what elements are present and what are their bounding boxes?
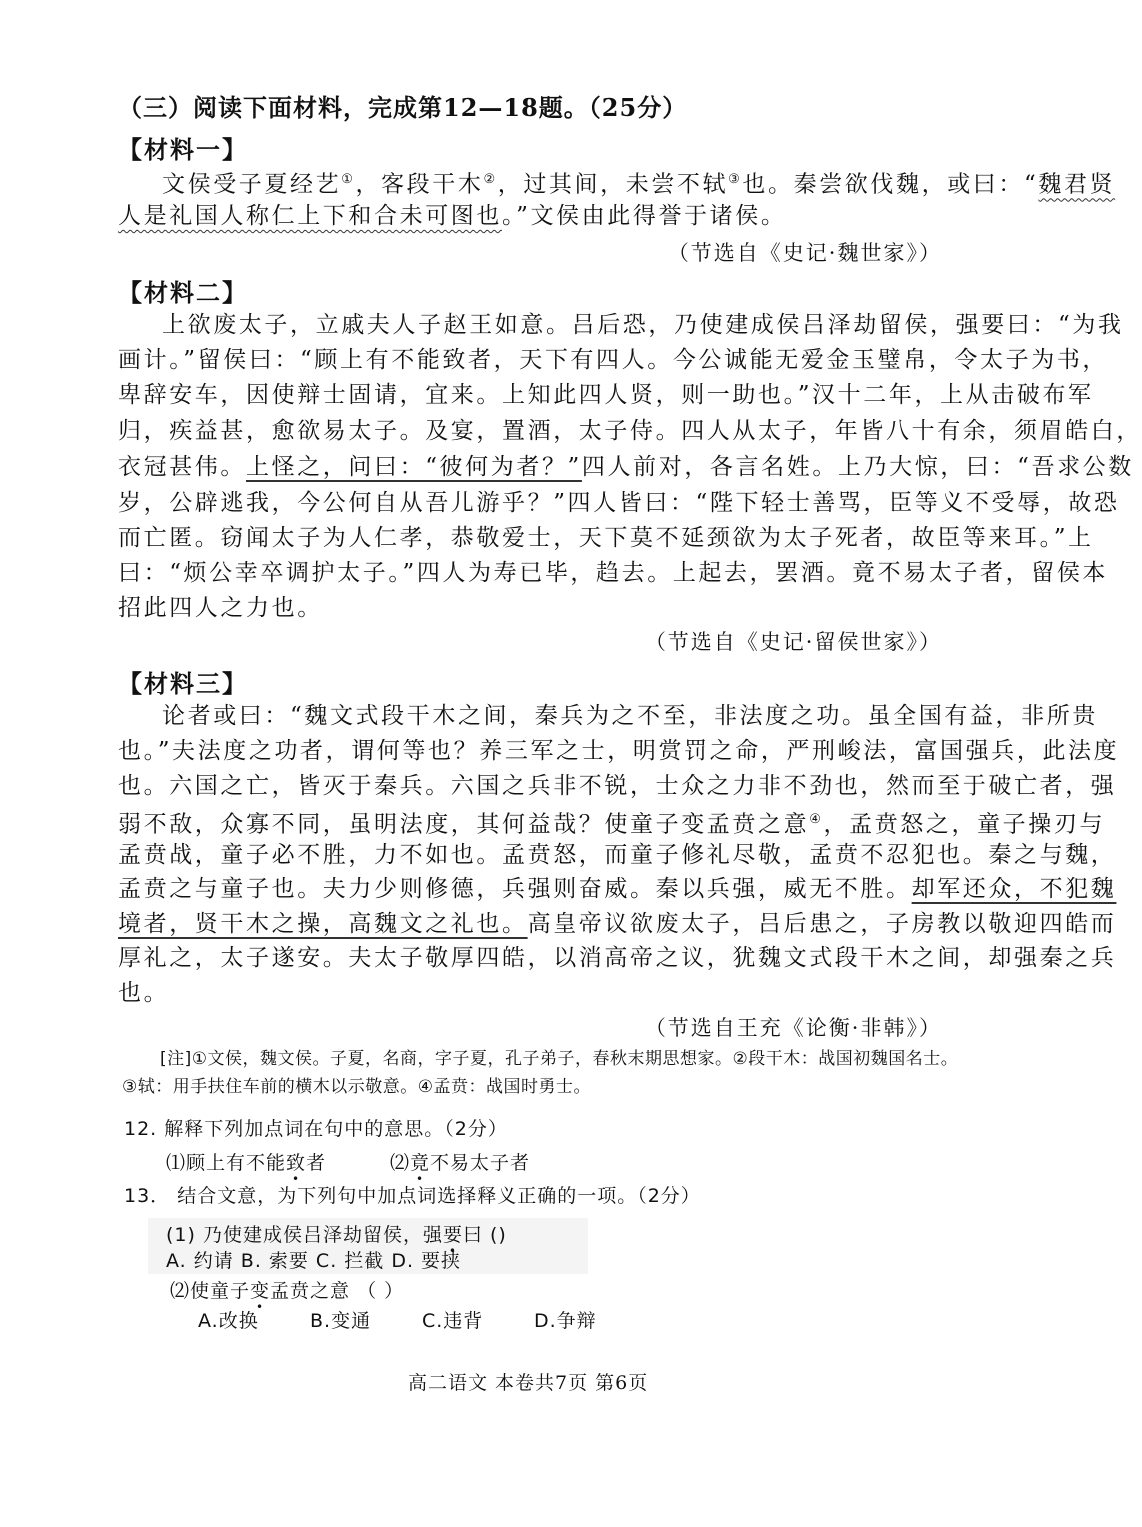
text-segment: ⑵使童子 bbox=[170, 1280, 251, 1302]
dotted-word: 竟 bbox=[410, 1152, 431, 1174]
text-segment: 者 bbox=[306, 1152, 327, 1174]
material2-line6: 岁，公辟逃我，今公何自从吾儿游乎？”四人皆曰：“陛下轻士善骂，臣等义不受辱，故恐 bbox=[118, 490, 1120, 516]
underlined-text: 上怪之，问曰：“彼何为者？” bbox=[246, 454, 582, 480]
text-segment: 孟贲之与童子也。夫力少则修德，兵强则奋威。秦以兵强，威无不胜。 bbox=[118, 876, 912, 902]
q13-sub2-option-b: B.变通 bbox=[310, 1310, 372, 1332]
text-segment: ⑵ bbox=[390, 1152, 411, 1174]
wavy-underlined-text: 人是礼国人称仁上下和合未可图也 bbox=[118, 203, 502, 229]
text-segment: ⑴顾上有不能 bbox=[166, 1152, 287, 1174]
material2-line7: 而亡匿。窃闻太子为人仁孝，恭敬爱士，天下莫不延颈欲为太子死者，故臣等来耳。”上 bbox=[118, 525, 1094, 551]
text-segment: ，孟贲怒之，童子操刃与 bbox=[823, 811, 1106, 838]
text-segment: 也。秦尝欲伐魏，或曰：“ bbox=[742, 171, 1039, 198]
notes-line1: [注]①文侯，魏文侯。子夏，名商，字子夏，孔子弟子，春秋末期思想家。②段干木：战国初魏国名士。 bbox=[160, 1049, 959, 1069]
material2-heading: 【材料二】 bbox=[118, 278, 248, 307]
material2-line1: 上欲废太子，立戚夫人子赵王如意。吕后恐，乃使建成侯吕泽劫留侯，强要曰：“为我 bbox=[162, 312, 1124, 338]
material1-source: （节选自《史记·魏世家》） bbox=[667, 241, 942, 265]
dotted-word: 致 bbox=[286, 1152, 307, 1174]
text-segment: 不易太子者 bbox=[430, 1152, 531, 1174]
q13-sub2-option-a: A.改换 bbox=[198, 1310, 259, 1332]
q13-sub1-options: A. 约请 B. 索要 C. 拦截 D. 要挟 bbox=[166, 1250, 462, 1272]
text-segment: (1) 乃使建成侯吕泽劫留侯，强 bbox=[166, 1224, 443, 1246]
material2-line3: 卑辞安车，因使辩士固请，宜来。上知此四人贤，则一助也。”汉十二年，上从击破布军 bbox=[118, 382, 1094, 408]
material1-heading: 【材料一】 bbox=[118, 135, 248, 164]
material1-line2 bbox=[118, 199, 786, 233]
wavy-underlined-text: 魏君贤 bbox=[1038, 171, 1116, 198]
q13-sub2-option-d: D.争辩 bbox=[534, 1310, 597, 1332]
material3-line8: 厚礼之，太子遂安。夫太子敬厚四皓，以消高帝之议，犹魏文式段干木之间，却强秦之兵 bbox=[118, 945, 1117, 971]
text-segment: 。”文侯由此得誉于诸侯。 bbox=[502, 203, 787, 229]
material2-line9: 招此四人之力也。 bbox=[118, 595, 323, 621]
q12-item1 bbox=[166, 1148, 326, 1175]
material3-line9: 也。 bbox=[118, 980, 170, 1006]
material3-line3: 也。六国之亡，皆灭于秦兵。六国之兵非不锐，士众之力非不劲也，然而至于破亡者，强 bbox=[118, 773, 1117, 799]
text-segment: 文侯受子夏经艺 bbox=[162, 171, 342, 198]
text-segment: 曰 () bbox=[462, 1224, 507, 1246]
dotted-word: 要 bbox=[442, 1224, 463, 1246]
underlined-text: 却军还众，不犯魏 bbox=[911, 876, 1117, 902]
material3-line1: 论者或曰：“魏文式段干木之间，秦兵为之不至，非法度之功。虽全国有益，非所贵 bbox=[162, 703, 1098, 729]
material1-line1 bbox=[162, 163, 1115, 202]
footnote-mark: ④ bbox=[809, 812, 824, 827]
footnote-mark: ② bbox=[483, 172, 498, 187]
text-segment: 四人前对，各言名姓。上乃大惊，曰：“吾求公数 bbox=[581, 454, 1134, 480]
dotted-word: 变 bbox=[250, 1280, 271, 1302]
material2-line4: 归，疾益甚，愈欲易太子。及宴，置酒，太子侍。四人从太子，年皆八十有余，须眉皓白， bbox=[118, 418, 1142, 444]
q12-stem: 12. 解释下列加点词在句中的意思。（2分） bbox=[124, 1118, 508, 1140]
material3-line2: 也。”夫法度之功者，谓何等也？养三军之士，明赏罚之命，严刑峻法，富国强兵，此法度 bbox=[118, 738, 1120, 764]
notes-line2: ③轼：用手扶住车前的横木以示敬意。④孟贲：战国时勇士。 bbox=[122, 1077, 591, 1097]
underlined-text: 境者，贤干木之操，高魏文之礼也。 bbox=[118, 911, 528, 937]
text-segment: 弱不敌，众寡不同，虽明法度，其何益哉？使童子变孟贲之意 bbox=[118, 811, 810, 838]
material2-line5 bbox=[118, 450, 1134, 484]
material3-line5: 孟贲战，童子必不胜，力不如也。孟贲怒，而童子修礼尽敬，孟贲不忍犯也。秦之与魏， bbox=[118, 842, 1117, 868]
text-segment: 衣冠甚伟。 bbox=[118, 454, 246, 480]
material3-line6 bbox=[118, 872, 1116, 906]
q13-sub1 bbox=[166, 1220, 507, 1247]
material3-line4 bbox=[118, 803, 1105, 842]
q13-sub2-option-c: C.违背 bbox=[422, 1310, 484, 1332]
material3-heading: 【材料三】 bbox=[118, 669, 248, 698]
text-segment: 画计。”留侯曰：“顾上有不能致者，天下有四人。今公诚能无爱金玉璧帛，令太子为书， bbox=[118, 347, 1109, 373]
text-segment: 孟贲之意 （ ） bbox=[270, 1280, 405, 1302]
material2-line8: 曰：“烦公幸卒调护太子。”四人为寿已毕，趋去。上起去，罢酒。竟不易太子者，留侯本 bbox=[118, 560, 1109, 586]
page-footer: 高二语文 本卷共7页 第6页 bbox=[408, 1372, 649, 1394]
section-title: （三）阅读下面材料，完成第12—18题。（25分） bbox=[118, 93, 688, 122]
material3-source: （节选自王充《论衡·非韩》） bbox=[644, 1016, 942, 1040]
q13-sub2 bbox=[170, 1276, 404, 1303]
text-segment: 高皇帝议欲废太子，吕后患之，子房教以敬迎四皓而 bbox=[527, 911, 1117, 937]
material3-line7 bbox=[118, 907, 1116, 941]
footnote-mark: ③ bbox=[728, 172, 743, 187]
material2-source: （节选自《史记·留侯世家》） bbox=[644, 630, 942, 654]
q12-item2 bbox=[390, 1148, 530, 1175]
text-segment: ，过其间，未尝不轼 bbox=[497, 171, 729, 198]
footnote-mark: ① bbox=[341, 172, 356, 187]
q13-stem: 13． 结合文意，为下列句中加点词选择释义正确的一项。（2分） bbox=[124, 1185, 701, 1207]
text-segment: ，客段干木 bbox=[355, 171, 484, 198]
material2-line2 bbox=[118, 343, 1108, 377]
